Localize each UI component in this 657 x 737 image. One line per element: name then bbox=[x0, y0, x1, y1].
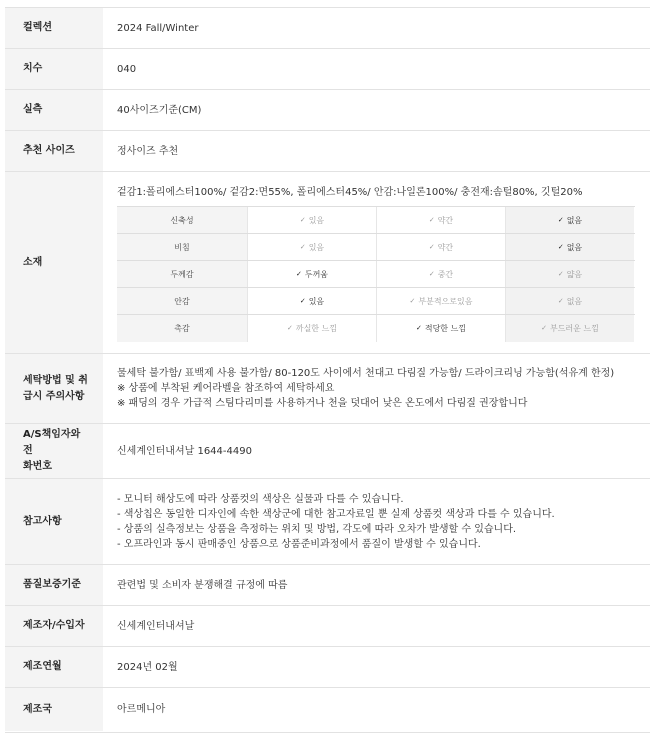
wash-line: ※ 패딩의 경우 가급적 스팀다리미를 사용하거나 천을 덧대어 낮은 온도에서 다림질 권장합니다 bbox=[117, 398, 528, 409]
spec-row-note bbox=[5, 479, 650, 565]
material-option-label: 두꺼움 bbox=[304, 269, 329, 279]
collection-value: 2024 Fall/Winter bbox=[117, 22, 199, 34]
wash-label-line2: 급시 주의사항 bbox=[23, 390, 85, 402]
material-option-label: 있음 bbox=[308, 215, 325, 225]
spec-value bbox=[103, 49, 650, 89]
material-grid-row bbox=[117, 207, 635, 234]
material-option-selected bbox=[376, 315, 505, 342]
material-option-selected bbox=[505, 234, 634, 260]
material-option-label: 없음 bbox=[566, 242, 583, 252]
material-option-label: 없음 bbox=[566, 296, 583, 306]
material-option-label: 적당한 느낌 bbox=[424, 324, 467, 333]
spec-label: 품질보증기준 bbox=[5, 565, 103, 605]
measure-value: 40사이즈기준(CM) bbox=[117, 104, 202, 116]
spec-value bbox=[103, 688, 650, 731]
spec-label: 추천 사이즈 bbox=[5, 131, 103, 171]
spec-label: 컬렉션 bbox=[5, 8, 103, 48]
note-line: - 색상칩은 동일한 디자인에 속한 색상군에 대한 참고자료일 뿐 실제 상품컷 색상과 다를 수 있습니다. bbox=[117, 508, 555, 520]
material-option bbox=[505, 315, 634, 342]
note-line: - 모니터 해상도에 따라 상품컷의 색상은 실물과 다를 수 있습니다. bbox=[117, 493, 404, 505]
spec-row-as bbox=[5, 424, 650, 479]
spec-label: 제조국 bbox=[5, 688, 103, 731]
check-icon: ✓ bbox=[557, 215, 564, 224]
date-value: 2024년 02월 bbox=[117, 661, 178, 673]
check-icon: ✓ bbox=[428, 215, 435, 224]
spec-row-material bbox=[5, 172, 650, 354]
spec-label bbox=[5, 354, 103, 423]
spec-row-wash bbox=[5, 354, 650, 424]
spec-row-country bbox=[5, 688, 650, 731]
material-option-label: 얇음 bbox=[566, 269, 583, 279]
material-option bbox=[376, 207, 505, 233]
wash-label-line1: 세탁방법 및 취 bbox=[23, 374, 88, 386]
spec-value bbox=[103, 565, 650, 605]
spec-value bbox=[103, 479, 650, 564]
check-icon: ✓ bbox=[299, 296, 306, 305]
material-option-label: 까실한 느낌 bbox=[295, 324, 338, 333]
recommend-value: 정사이즈 추천 bbox=[117, 145, 179, 157]
spec-value bbox=[103, 606, 650, 646]
spec-value bbox=[103, 131, 650, 171]
material-option-label: 약간 bbox=[437, 242, 454, 252]
material-grid-label: 촉감 bbox=[117, 315, 247, 342]
check-icon: ✓ bbox=[557, 269, 564, 278]
spec-value bbox=[103, 647, 650, 687]
material-grid-label: 신축성 bbox=[117, 207, 247, 233]
check-icon: ✓ bbox=[299, 242, 306, 251]
spec-row-maker bbox=[5, 606, 650, 647]
check-icon: ✓ bbox=[557, 296, 564, 305]
material-option-label: 약간 bbox=[437, 215, 454, 225]
spec-value bbox=[103, 90, 650, 130]
material-option-selected bbox=[505, 207, 634, 233]
material-grid-row bbox=[117, 288, 635, 315]
material-grid-label: 안감 bbox=[117, 288, 247, 314]
check-icon: ✓ bbox=[557, 242, 564, 251]
as-label-line2: 화번호 bbox=[23, 461, 52, 472]
material-option bbox=[505, 261, 634, 287]
spec-value bbox=[103, 172, 650, 353]
material-option-selected bbox=[247, 261, 376, 287]
check-icon: ✓ bbox=[409, 296, 416, 305]
spec-row-measure bbox=[5, 90, 650, 131]
maker-value: 신세계인터내셔날 bbox=[117, 620, 195, 632]
spec-label: 치수 bbox=[5, 49, 103, 89]
quality-value: 관련법 및 소비자 분쟁해결 규정에 따름 bbox=[117, 579, 288, 591]
material-option bbox=[247, 234, 376, 260]
check-icon: ✓ bbox=[299, 215, 306, 224]
check-icon: ✓ bbox=[415, 324, 422, 332]
material-option bbox=[376, 288, 505, 314]
material-option-label: 있음 bbox=[308, 242, 325, 252]
spec-row-date bbox=[5, 647, 650, 688]
spec-label: 실측 bbox=[5, 90, 103, 130]
as-value: 신세계인터내셔날 1644-4490 bbox=[117, 445, 252, 457]
spec-label bbox=[5, 424, 103, 478]
material-option bbox=[247, 207, 376, 233]
spec-label: 제조자/수입자 bbox=[5, 606, 103, 646]
note-line: - 오프라인과 동시 판매중인 상품으로 상품준비과정에서 품질이 발생할 수 있습니다. bbox=[117, 538, 481, 550]
spec-row-quality bbox=[5, 565, 650, 606]
wash-line: 물세탁 불가함/ 표백제 사용 불가함/ 80-120도 사이에서 천대고 다림질 가능함/ 드라이크리닝 가능함(석유계 한정) bbox=[117, 368, 615, 379]
material-option bbox=[376, 261, 505, 287]
wash-line: ※ 상품에 부착된 케어라벨을 참조하여 세탁하세요 bbox=[117, 383, 335, 394]
material-option-label: 부드러운 느낌 bbox=[549, 324, 599, 333]
note-line: - 상품의 실측정보는 상품을 측정하는 위치 및 방법, 각도에 따라 오차가 발생할 수 있습니다. bbox=[117, 523, 517, 535]
spec-label: 제조연월 bbox=[5, 647, 103, 687]
material-option-selected bbox=[247, 288, 376, 314]
material-grid-label: 비침 bbox=[117, 234, 247, 260]
spec-label: 소재 bbox=[5, 172, 103, 353]
material-grid-row bbox=[117, 261, 635, 288]
spec-value bbox=[103, 424, 650, 478]
material-option-label: 있음 bbox=[308, 296, 325, 306]
check-icon: ✓ bbox=[295, 269, 302, 278]
spec-row-collection bbox=[5, 8, 650, 49]
material-option-label: 부분적으로있음 bbox=[418, 296, 473, 306]
material-grid-row bbox=[117, 315, 635, 342]
as-label-line1: A/S책임자와 전 bbox=[23, 429, 81, 456]
material-grid-label: 두께감 bbox=[117, 261, 247, 287]
size-value: 040 bbox=[117, 63, 137, 75]
check-icon: ✓ bbox=[286, 324, 293, 332]
spec-label: 참고사항 bbox=[5, 479, 103, 564]
material-option-label: 중간 bbox=[437, 269, 454, 279]
spec-row-size bbox=[5, 49, 650, 90]
check-icon: ✓ bbox=[541, 324, 547, 332]
spec-row-recommend bbox=[5, 131, 650, 172]
material-option-label: 없음 bbox=[566, 215, 583, 225]
spec-value bbox=[103, 8, 650, 48]
material-composition: 겉감1:폴리에스터100%/ 겉감2:면55%, 폴리에스터45%/ 안감:나일론100%/ 충전재:솜털80%, 깃털20% bbox=[117, 187, 583, 198]
material-property-grid bbox=[117, 206, 635, 342]
material-option bbox=[247, 315, 376, 342]
material-grid-row bbox=[117, 234, 635, 261]
product-spec-table bbox=[5, 7, 650, 733]
material-option bbox=[376, 234, 505, 260]
check-icon: ✓ bbox=[428, 269, 435, 278]
spec-value bbox=[103, 354, 650, 423]
check-icon: ✓ bbox=[428, 242, 435, 251]
material-option bbox=[505, 288, 634, 314]
country-value: 아르메니아 bbox=[117, 704, 166, 715]
